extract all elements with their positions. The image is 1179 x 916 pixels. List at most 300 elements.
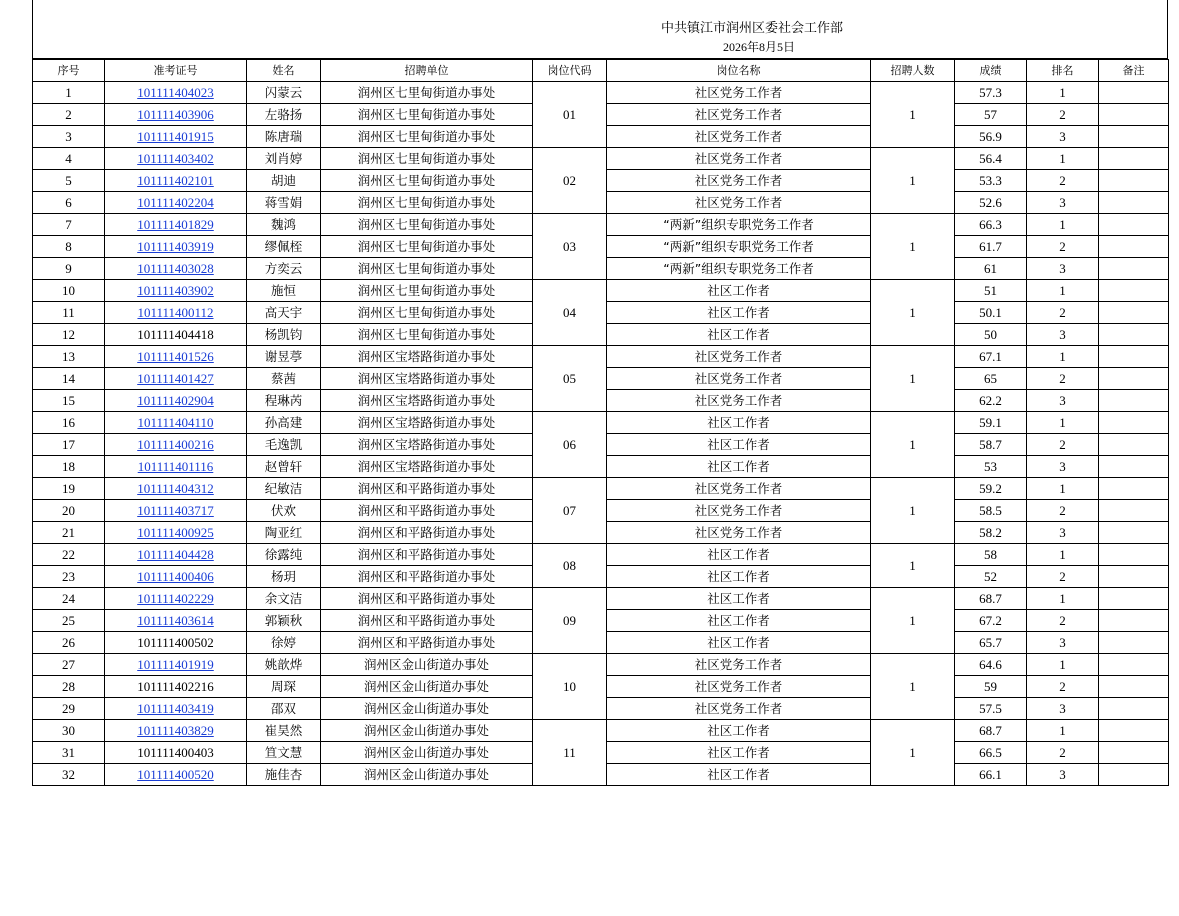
position-title-cell: 社区党务工作者 [607,676,871,698]
score-cell: 62.2 [955,390,1027,412]
score-cell: 53.3 [955,170,1027,192]
exam-id-link[interactable]: 101111400925 [137,524,214,540]
name-cell: 郭颖秋 [247,610,321,632]
position-title-cell: “两新”组织专职党务工作者 [607,258,871,280]
score-cell: 52.6 [955,192,1027,214]
column-header: 招聘人数 [871,60,955,82]
exam-id-cell[interactable] [105,456,247,478]
position-code-cell: 02 [533,148,607,214]
unit-cell: 润州区金山街道办事处 [321,698,533,720]
unit-cell: 润州区宝塔路街道办事处 [321,346,533,368]
row-number-cell: 23 [33,566,105,588]
unit-cell: 润州区七里甸街道办事处 [321,280,533,302]
exam-id-link[interactable]: 101111401526 [137,348,214,364]
name-cell: 陶亚红 [247,522,321,544]
table-row [33,478,1169,500]
name-cell: 姚歆烨 [247,654,321,676]
position-title-cell: “两新”组织专职党务工作者 [607,214,871,236]
remarks-cell [1099,324,1169,346]
unit-cell: 润州区七里甸街道办事处 [321,258,533,280]
unit-cell: 润州区宝塔路街道办事处 [321,434,533,456]
row-number-cell: 19 [33,478,105,500]
header-box [32,0,1168,59]
score-cell: 52 [955,566,1027,588]
position-code-cell: 07 [533,478,607,544]
row-number-cell: 17 [33,434,105,456]
row-number-cell: 12 [33,324,105,346]
position-title-cell: 社区工作者 [607,324,871,346]
score-cell: 58.2 [955,522,1027,544]
remarks-cell [1099,192,1169,214]
exam-id-link[interactable]: 101111400406 [137,568,214,584]
hiring-count-cell: 1 [871,214,955,280]
column-header: 准考证号 [105,60,247,82]
exam-id-cell[interactable] [105,544,247,566]
unit-cell: 润州区金山街道办事处 [321,720,533,742]
exam-id-cell[interactable] [105,258,247,280]
hiring-count-cell: 1 [871,720,955,786]
row-number-cell: 5 [33,170,105,192]
remarks-cell [1099,412,1169,434]
org-name: 中共镇江市润州区委社会工作部 [661,21,844,36]
position-title-cell: 社区工作者 [607,280,871,302]
row-number-cell: 24 [33,588,105,610]
score-cell: 59.1 [955,412,1027,434]
remarks-cell [1099,280,1169,302]
position-title-cell: 社区党务工作者 [607,82,871,104]
score-cell: 58.7 [955,434,1027,456]
score-cell: 58.5 [955,500,1027,522]
score-cell: 57.3 [955,82,1027,104]
position-title-cell: 社区工作者 [607,588,871,610]
row-number-cell: 15 [33,390,105,412]
unit-cell: 润州区宝塔路街道办事处 [321,390,533,412]
unit-cell: 润州区和平路街道办事处 [321,500,533,522]
name-cell: 崔昊然 [247,720,321,742]
row-number-cell: 7 [33,214,105,236]
exam-id-link[interactable]: 101111403919 [137,238,214,254]
rank-cell: 2 [1027,236,1099,258]
row-number-cell: 14 [33,368,105,390]
rank-cell: 3 [1027,324,1099,346]
remarks-cell [1099,742,1169,764]
exam-id-link[interactable]: 101111403028 [137,260,214,276]
score-cell: 58 [955,544,1027,566]
exam-id-cell[interactable] [105,522,247,544]
rank-cell: 2 [1027,434,1099,456]
table-row [33,214,1169,236]
score-cell: 68.7 [955,720,1027,742]
position-title-cell: 社区工作者 [607,742,871,764]
remarks-cell [1099,610,1169,632]
unit-cell: 润州区七里甸街道办事处 [321,104,533,126]
table-row [33,544,1169,566]
exam-id-cell[interactable] [105,654,247,676]
exam-id-cell[interactable] [105,434,247,456]
rank-cell: 2 [1027,676,1099,698]
position-title-cell: 社区党务工作者 [607,148,871,170]
exam-id-link[interactable]: 101111403614 [137,612,214,628]
column-header: 成绩 [955,60,1027,82]
exam-id-link[interactable]: 101111403902 [137,282,214,298]
name-cell: 谢昱葶 [247,346,321,368]
exam-id-cell[interactable] [105,566,247,588]
rank-cell: 3 [1027,456,1099,478]
column-header: 招聘单位 [321,60,533,82]
exam-id-link[interactable]: 101111403829 [137,722,214,738]
rank-cell: 1 [1027,346,1099,368]
remarks-cell [1099,456,1169,478]
score-cell: 59.2 [955,478,1027,500]
exam-id-text: 101111404418 [137,326,214,342]
hiring-count-cell: 1 [871,478,955,544]
exam-id-cell[interactable] [105,82,247,104]
exam-id-cell[interactable] [105,236,247,258]
remarks-cell [1099,588,1169,610]
column-header: 备注 [1099,60,1169,82]
name-cell: 刘肖婷 [247,148,321,170]
position-code-cell: 08 [533,544,607,588]
remarks-cell [1099,148,1169,170]
row-number-cell: 30 [33,720,105,742]
exam-id-link[interactable]: 101111401829 [137,216,214,232]
exam-id-link[interactable]: 101111400216 [137,436,214,452]
exam-id-cell[interactable] [105,764,247,786]
unit-cell: 润州区金山街道办事处 [321,676,533,698]
hiring-count-cell: 1 [871,544,955,588]
score-cell: 53 [955,456,1027,478]
remarks-cell [1099,522,1169,544]
name-cell: 徐婷 [247,632,321,654]
rank-cell: 2 [1027,104,1099,126]
table-row [33,346,1169,368]
rank-cell: 3 [1027,764,1099,786]
name-cell: 缪佩桎 [247,236,321,258]
exam-id-cell[interactable] [105,148,247,170]
rank-cell: 2 [1027,742,1099,764]
exam-id-cell[interactable] [105,588,247,610]
position-title-cell: 社区党务工作者 [607,500,871,522]
unit-cell: 润州区和平路街道办事处 [321,544,533,566]
position-title-cell: 社区党务工作者 [607,698,871,720]
exam-id-link[interactable]: 101111403906 [137,106,214,122]
position-title-cell: 社区党务工作者 [607,368,871,390]
unit-cell: 润州区宝塔路街道办事处 [321,412,533,434]
results-table [32,59,1169,786]
name-cell: 蔡茜 [247,368,321,390]
row-number-cell: 2 [33,104,105,126]
exam-id-link[interactable]: 101111403717 [137,502,214,518]
hiring-count-cell: 1 [871,412,955,478]
position-code-cell: 09 [533,588,607,654]
rank-cell: 1 [1027,588,1099,610]
unit-cell: 润州区和平路街道办事处 [321,478,533,500]
exam-id-cell[interactable] [105,720,247,742]
name-cell: 蒋雪娟 [247,192,321,214]
name-cell: 徐露纯 [247,544,321,566]
exam-id-cell[interactable] [105,412,247,434]
remarks-cell [1099,654,1169,676]
remarks-cell [1099,566,1169,588]
table-row [33,720,1169,742]
exam-id-text: 101111400502 [137,634,214,650]
row-number-cell: 20 [33,500,105,522]
name-cell: 孙高建 [247,412,321,434]
score-cell: 57.5 [955,698,1027,720]
row-number-cell: 21 [33,522,105,544]
unit-cell: 润州区宝塔路街道办事处 [321,368,533,390]
name-cell: 左骆扬 [247,104,321,126]
name-cell: 施佳杏 [247,764,321,786]
exam-id-link[interactable]: 101111402204 [137,194,214,210]
row-number-cell: 16 [33,412,105,434]
unit-cell: 润州区七里甸街道办事处 [321,302,533,324]
rank-cell: 2 [1027,500,1099,522]
exam-id-cell[interactable] [105,302,247,324]
position-title-cell: 社区工作者 [607,610,871,632]
exam-id-cell [105,632,247,654]
position-title-cell: 社区工作者 [607,544,871,566]
exam-id-link[interactable]: 101111401915 [137,128,214,144]
name-cell: 方奕云 [247,258,321,280]
position-title-cell: 社区党务工作者 [607,346,871,368]
exam-id-cell[interactable] [105,192,247,214]
position-title-cell: “两新”组织专职党务工作者 [607,236,871,258]
position-title-cell: 社区党务工作者 [607,170,871,192]
remarks-cell [1099,258,1169,280]
exam-id-cell[interactable] [105,170,247,192]
position-title-cell: 社区工作者 [607,632,871,654]
position-code-cell: 06 [533,412,607,478]
exam-id-link[interactable]: 101111404428 [137,546,214,562]
exam-id-cell[interactable] [105,478,247,500]
score-cell: 66.1 [955,764,1027,786]
rank-cell: 3 [1027,126,1099,148]
exam-id-cell[interactable] [105,126,247,148]
exam-id-cell[interactable] [105,346,247,368]
rank-cell: 3 [1027,522,1099,544]
rank-cell: 2 [1027,368,1099,390]
rank-cell: 3 [1027,192,1099,214]
column-header: 序号 [33,60,105,82]
table-row [33,148,1169,170]
unit-cell: 润州区金山街道办事处 [321,764,533,786]
position-code-cell: 10 [533,654,607,720]
exam-id-link[interactable]: 101111404023 [137,84,214,100]
remarks-cell [1099,170,1169,192]
name-cell: 笪文慧 [247,742,321,764]
unit-cell: 润州区七里甸街道办事处 [321,170,533,192]
score-cell: 56.4 [955,148,1027,170]
row-number-cell: 6 [33,192,105,214]
exam-id-link[interactable]: 101111403419 [137,700,214,716]
column-header: 排名 [1027,60,1099,82]
rank-cell: 1 [1027,82,1099,104]
position-code-cell: 05 [533,346,607,412]
name-cell: 杨玥 [247,566,321,588]
score-cell: 66.5 [955,742,1027,764]
name-cell: 高天宇 [247,302,321,324]
row-number-cell: 11 [33,302,105,324]
rank-cell: 2 [1027,302,1099,324]
row-number-cell: 32 [33,764,105,786]
row-number-cell: 27 [33,654,105,676]
rank-cell: 2 [1027,566,1099,588]
remarks-cell [1099,434,1169,456]
unit-cell: 润州区七里甸街道办事处 [321,82,533,104]
exam-id-cell[interactable] [105,698,247,720]
position-code-cell: 11 [533,720,607,786]
score-cell: 61 [955,258,1027,280]
score-cell: 68.7 [955,588,1027,610]
rank-cell: 1 [1027,478,1099,500]
table-row [33,412,1169,434]
exam-id-cell[interactable] [105,280,247,302]
row-number-cell: 25 [33,610,105,632]
exam-id-link[interactable]: 101111401116 [137,458,214,474]
exam-id-link[interactable]: 101111400520 [137,766,214,782]
remarks-cell [1099,390,1169,412]
position-title-cell: 社区党务工作者 [607,126,871,148]
table-row [33,654,1169,676]
position-code-cell: 01 [533,82,607,148]
exam-id-text: 101111400403 [137,744,214,760]
exam-id-link[interactable]: 101111400112 [137,304,214,320]
rank-cell: 1 [1027,654,1099,676]
unit-cell: 润州区七里甸街道办事处 [321,126,533,148]
unit-cell: 润州区七里甸街道办事处 [321,214,533,236]
remarks-cell [1099,500,1169,522]
exam-id-link[interactable]: 101111401919 [137,656,214,672]
remarks-cell [1099,632,1169,654]
rank-cell: 2 [1027,610,1099,632]
exam-id-link[interactable]: 101111403402 [137,150,214,166]
score-cell: 65 [955,368,1027,390]
score-cell: 65.7 [955,632,1027,654]
remarks-cell [1099,720,1169,742]
rank-cell: 2 [1027,170,1099,192]
position-title-cell: 社区工作者 [607,720,871,742]
name-cell: 闪蒙云 [247,82,321,104]
remarks-cell [1099,214,1169,236]
row-number-cell: 26 [33,632,105,654]
row-number-cell: 4 [33,148,105,170]
exam-id-link[interactable]: 101111402904 [137,392,214,408]
rank-cell: 1 [1027,148,1099,170]
name-cell: 程琳芮 [247,390,321,412]
name-cell: 魏鸿 [247,214,321,236]
exam-id-cell [105,676,247,698]
rank-cell: 1 [1027,412,1099,434]
score-cell: 66.3 [955,214,1027,236]
row-number-cell: 1 [33,82,105,104]
score-cell: 50.1 [955,302,1027,324]
position-title-cell: 社区工作者 [607,434,871,456]
remarks-cell [1099,82,1169,104]
exam-id-cell[interactable] [105,500,247,522]
exam-id-link[interactable]: 101111404312 [137,480,214,496]
row-number-cell: 29 [33,698,105,720]
name-cell: 杨凯钧 [247,324,321,346]
row-number-cell: 22 [33,544,105,566]
remarks-cell [1099,368,1169,390]
score-cell: 51 [955,280,1027,302]
remarks-cell [1099,676,1169,698]
unit-cell: 润州区七里甸街道办事处 [321,324,533,346]
exam-id-link[interactable]: 101111401427 [137,370,214,386]
position-title-cell: 社区工作者 [607,566,871,588]
name-cell: 毛逸凯 [247,434,321,456]
position-title-cell: 社区党务工作者 [607,104,871,126]
exam-id-cell[interactable] [105,214,247,236]
table-row [33,82,1169,104]
exam-id-cell[interactable] [105,104,247,126]
row-number-cell: 8 [33,236,105,258]
exam-id-link[interactable]: 101111402229 [137,590,214,606]
exam-id-cell[interactable] [105,368,247,390]
name-cell: 余文洁 [247,588,321,610]
unit-cell: 润州区和平路街道办事处 [321,610,533,632]
position-title-cell: 社区党务工作者 [607,654,871,676]
exam-id-cell [105,742,247,764]
row-number-cell: 13 [33,346,105,368]
score-cell: 67.1 [955,346,1027,368]
exam-id-cell[interactable] [105,390,247,412]
score-cell: 57 [955,104,1027,126]
unit-cell: 润州区和平路街道办事处 [321,566,533,588]
score-cell: 50 [955,324,1027,346]
hiring-count-cell: 1 [871,654,955,720]
table-row [33,280,1169,302]
row-number-cell: 18 [33,456,105,478]
score-cell: 67.2 [955,610,1027,632]
name-cell: 周琛 [247,676,321,698]
rank-cell: 3 [1027,390,1099,412]
rank-cell: 1 [1027,214,1099,236]
exam-id-cell[interactable] [105,610,247,632]
rank-cell: 3 [1027,698,1099,720]
remarks-cell [1099,346,1169,368]
exam-id-link[interactable]: 101111402101 [137,172,214,188]
remarks-cell [1099,478,1169,500]
name-cell: 施恒 [247,280,321,302]
score-cell: 59 [955,676,1027,698]
hiring-count-cell: 1 [871,82,955,148]
position-code-cell: 04 [533,280,607,346]
table-row [33,588,1169,610]
unit-cell: 润州区七里甸街道办事处 [321,148,533,170]
remarks-cell [1099,126,1169,148]
exam-id-link[interactable]: 101111404110 [137,414,214,430]
row-number-cell: 3 [33,126,105,148]
name-cell: 胡迪 [247,170,321,192]
row-number-cell: 10 [33,280,105,302]
unit-cell: 润州区和平路街道办事处 [321,632,533,654]
rank-cell: 3 [1027,632,1099,654]
rank-cell: 1 [1027,720,1099,742]
column-header: 岗位代码 [533,60,607,82]
exam-id-text: 101111402216 [137,678,214,694]
position-title-cell: 社区工作者 [607,456,871,478]
name-cell: 邵双 [247,698,321,720]
column-header: 岗位名称 [607,60,871,82]
position-title-cell: 社区工作者 [607,412,871,434]
unit-cell: 润州区七里甸街道办事处 [321,236,533,258]
remarks-cell [1099,236,1169,258]
rank-cell: 3 [1027,258,1099,280]
remarks-cell [1099,302,1169,324]
row-number-cell: 9 [33,258,105,280]
